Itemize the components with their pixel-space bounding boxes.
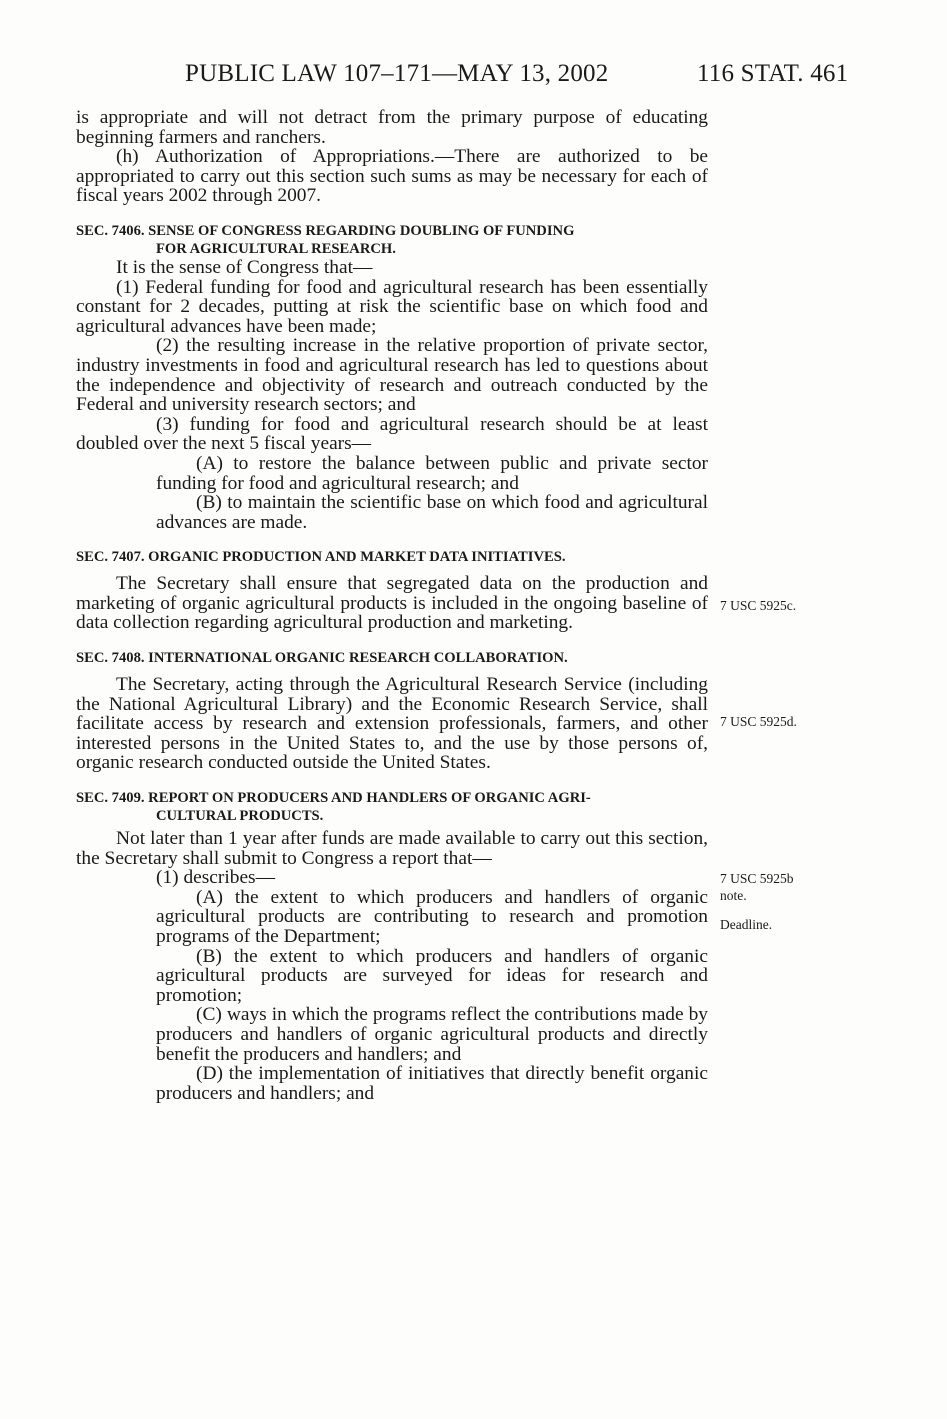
header-stat-page: 116 STAT. 461: [697, 60, 849, 87]
subsection-h-paragraph: (h) Authorization of Appropriations.—There are authorized to be appropriated to carry out this section such sums as may be necessary for each of fiscal years 2002 through 2007.: [76, 146, 708, 207]
sec-7406-item-3b: (B) to maintain the scientific base on which food and agricultural advances are made.: [156, 492, 708, 533]
sec-7409-heading: SEC. 7409. REPORT ON PRODUCERS AND HANDLERS OF ORGANIC AGRI- CULTURAL PRODUCTS.: [76, 790, 591, 825]
sec-7406-item-3a: (A) to restore the balance between public and private sector funding for food and agricultural research; and: [156, 452, 708, 494]
margin-note-7408: 7 USC 5925d.: [720, 714, 797, 729]
header-title: PUBLIC LAW 107–171—MAY 13, 2002: [185, 60, 609, 87]
sec-7406-item-3: (3) funding for food and agricultural research should be at least doubled over the next 5 fiscal years—: [76, 413, 708, 455]
sec-7407-text: The Secretary shall ensure that segregated data on the production and marketing of organic agricultural products is included in the ongoing baseline of data collection regarding agricultural production and marketing.: [76, 573, 708, 634]
margin-note-7409: 7 USC 5925b note.: [720, 871, 794, 903]
sec-7406-lead: It is the sense of Congress that—: [116, 256, 373, 278]
sec-7409-item-d: (D) the implementation of initiatives that directly benefit organic producers and handlers; and: [156, 1063, 708, 1104]
sec-7408-heading: SEC. 7408. INTERNATIONAL ORGANIC RESEARCH COLLABORATION.: [76, 650, 568, 667]
margin-note-deadline: Deadline.: [720, 917, 773, 932]
continuation-paragraph: is appropriate and will not detract from the primary purpose of educating beginning farmers and ranchers.: [76, 107, 708, 148]
body-text: [76, 108, 708, 1103]
sec-7409-item-c: (C) ways in which the programs reflect the contributions made by producers and handlers of organic agricultural products and directly benefit the producers and handlers; and: [156, 1004, 708, 1065]
sec-7407-heading: SEC. 7407. ORGANIC PRODUCTION AND MARKET DATA INITIATIVES.: [76, 549, 566, 566]
sec-7406-item-2: (2) the resulting increase in the relative proportion of private sector, industry investments in food and agricultural research has led to questions about the independence and objectivity of research and outreach conducted by the Federal and university research sectors; and: [76, 335, 708, 416]
sec-7409-item-b: (B) the extent to which producers and handlers of organic agricultural products are surveyed for ideas for research and promotion;: [156, 945, 708, 1006]
sec-7408-text: The Secretary, acting through the Agricultural Research Service (including the National Agricultural Library) and the Economic Research Service, shall facilitate access by research and extension professionals, farmers, and other interested persons in the United States to, and the use by those persons of, organic research conducted outside the United States.: [76, 674, 708, 774]
sec-7409-item-a: (A) the extent to which producers and handlers of organic agricultural products are contributing to research and promotion programs of the Department;: [156, 886, 708, 947]
margin-note-7407: 7 USC 5925c.: [720, 598, 797, 613]
sec-7409-item-1: (1) describes—: [156, 867, 275, 889]
sec-7409-text: Not later than 1 year after funds are made available to carry out this section, the Secretary shall submit to Congress a report that—: [76, 828, 708, 869]
sec-7406-item-1: (1) Federal funding for food and agricultural research has been essentially constant for 2 decades, putting at risk the scientific base on which food and agricultural advances have been made;: [76, 276, 708, 337]
sec-7406-heading: SEC. 7406. SENSE OF CONGRESS REGARDING DOUBLING OF FUNDING FOR AGRICULTURAL RESEARCH.: [76, 222, 575, 257]
